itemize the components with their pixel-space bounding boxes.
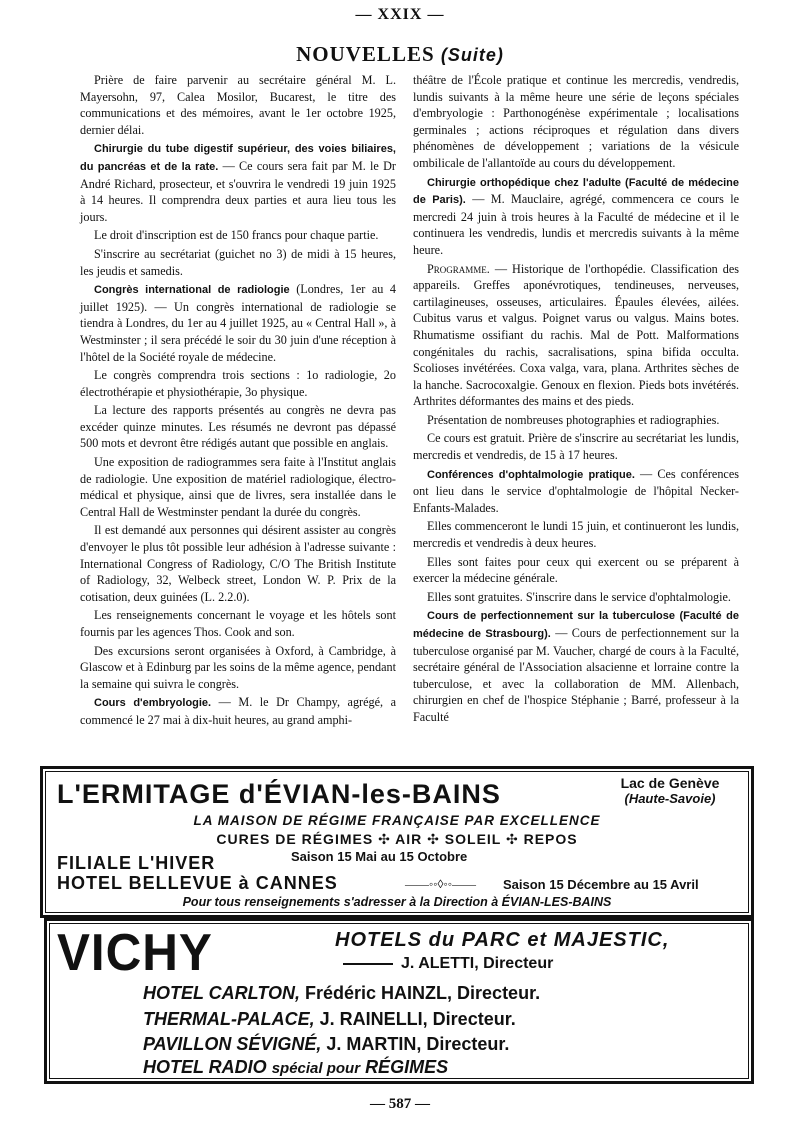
hotel-mid: spécial pour [271, 1060, 361, 1077]
paragraph: Il est demandé aux personnes qui désirent assister au congrès d'envoyer le plus tôt possible leur adhésion à l'adresse suivante : International Congress of Radiology, C/O The British Institute of Radiology, 32, Welbeck street, London W. P. Prix de la cotisation, deux guinées (L. 2.2.0). [80, 523, 396, 604]
paragraph: Le droit d'inscription est de 150 francs pour chaque partie. [94, 228, 379, 243]
ad-city: VICHY [57, 924, 213, 982]
ad-cures: CURES DE RÉGIMES ✣ AIR ✣ SOLEIL ✣ REPOS [216, 831, 578, 847]
paragraph: Les renseignements concernant le voyage et les hôtels sont fournis par les agences Thos. Cook and son. [80, 608, 396, 639]
section-title: Conférences d'ophtalmologie pratique. [427, 468, 635, 481]
paragraph: Le congrès comprendra trois sections : 1o radiologie, 2o électrothérapie et physiothérapie, 3o physique. [80, 368, 396, 399]
ad-hotel-cannes: HOTEL BELLEVUE à CANNES [57, 873, 338, 893]
director-text: Frédéric HAINZL, Directeur. [305, 983, 541, 1003]
hotel-name: HOTEL CARLTON, [143, 983, 300, 1003]
paragraph: La lecture des rapports présentés au congrès ne devra pas excéder quinze minutes. Les résumés ne devront pas dépassé 500 mots et devront être rédigés autant que possible en anglais. [80, 403, 396, 451]
paragraph: Présentation de nombreuses photographies et radiographies. [427, 412, 720, 427]
ad-filiale: FILIALE L'HIVER [57, 853, 216, 873]
director-text: J. ALETTI, Directeur [401, 955, 554, 972]
hotel-end: RÉGIMES [365, 1057, 449, 1077]
section-title: Chirurgie orthopédique chez l'adulte (Faculté de médecine de Paris). [413, 176, 739, 207]
ad-hotel-radio [143, 1057, 448, 1078]
section-title: Congrès international de radiologie [94, 284, 290, 297]
ad-director-aletti [335, 955, 553, 973]
title-suite: (Suite) [440, 45, 504, 65]
ad-ermitage-evian [40, 766, 754, 918]
paragraph [80, 281, 396, 365]
paragraph-text: — M. le Dr Champy, agrégé, a commencé le 27 mai à dix-huit heures, au grand amphi- [80, 695, 396, 727]
paragraph: S'inscrire au secrétariat (guichet no 3) de midi à 15 heures, les jeudis et samedis. [80, 246, 396, 278]
paragraph: Elles sont faites pour ceux qui exercent ou se préparent à exercer la médecine générale. [413, 554, 739, 586]
section-title: Cours de perfectionnement sur la tuberculose (Faculté de médecine de Strasbourg). [413, 610, 739, 640]
paragraph: Prière de faire parvenir au secrétaire général M. L. Mayersohn, 97, Calea Mosilor, Bucarest, le titre des communications et des mémoires, avant le 1er octobre 1925, dernier délai. [80, 73, 396, 137]
section-title: Cours d'embryologie. [94, 697, 212, 710]
paragraph-text: — Ce cours sera fait par M. le Dr André Richard, prosecteur, et s'ouvrira le vendredi 19 juin 1925 à 14 heures. Il comprendra deux parties et aura lieu tous les jours. [80, 158, 396, 224]
paragraph [413, 607, 739, 725]
ad-hotel-parc: HOTELS du PARC et MAJESTIC, [335, 929, 670, 951]
director-text: J. MARTIN, Directeur. [326, 1034, 510, 1054]
ad-title: L'ERMITAGE d'ÉVIAN-les-BAINS [57, 779, 501, 809]
rule-left [343, 963, 393, 965]
paragraph-text: — Ces conférences ont lieu dans le service d'ophtalmologie de l'hôpital Necker-Enfants-Malades. [413, 466, 739, 515]
paragraph [413, 174, 739, 259]
paragraph [413, 466, 739, 517]
ad-region: (Haute-Savoie) [624, 791, 716, 806]
paragraph: Une exposition de radiogrammes sera faite à l'Institut anglais de radiologie. Une exposition de matériel radiologique, électro-médical et physique, ainsi que de livres, sera installée dans le Central Hall de Westminster pendant la durée du congrès. [80, 455, 396, 519]
paragraph [80, 694, 396, 728]
hotel-name: PAVILLON SÉVIGNÉ, [143, 1034, 322, 1054]
paragraph-text: (Londres, 1er au 4 juillet 1925). — Un congrès international de radiologie se tiendra à Londres, du 1er au 4 juillet 1925, au « Central Hall », à Westminster ; il sera précédé le soir du 30 juin d'une réception à l'hôtel de la Société royale de médecine. [80, 282, 397, 364]
paragraph [413, 261, 739, 410]
director-text: J. RAINELLI, Directeur. [319, 1009, 516, 1029]
page-title [0, 42, 800, 67]
page-number: — 587 — [370, 1096, 430, 1112]
program-label: Programme. [427, 261, 490, 276]
paragraph: Elles commenceront le lundi 15 juin, et continueront les lundis, mercredis et vendredis à deux heures. [413, 519, 739, 551]
paragraph-text: — Historique de l'orthopédie. Classification des appareils. Greffes aponévrotiques, tendineuses, nerveuses, cartilagineuses, osseuses, articulaires. Épaules élevées, ailées. Cubitus varus et valgus. Poignet varus ou valgus. Mains botes. Rhumatisme ossifiant du rachis. Mal de Pott. Malformations congénitales du rachis, sacralisations, spina bifida occulta. Scolioses invétérées. Coxa valga, vara, plana. Arthrites sèches de la hanche. Sacrocoxalgie. Genoux en flexion. Pieds bots invétérés. Arthrites déformantes des mains et des pieds. [413, 261, 739, 409]
ad-hotel-carlton [143, 983, 540, 1004]
page-roman-number: — XXIX — [355, 6, 445, 23]
hotel-name: HOTEL RADIO [143, 1057, 267, 1077]
ad-saison-hiver: Saison 15 Décembre au 15 Avril [503, 877, 699, 892]
paragraph-text: — M. Mauclaire, agrégé, commencera ce cours le mercredi 24 juin à trois heures à la Faculté de médecine et il le continuera les vendredis, lundis et mercredis suivants à la même heure. [413, 192, 739, 257]
paragraph-text: — Cours de perfectionnement sur la tuberculose organisé par M. Vaucher, chargé de cours à la Faculté, secrétaire général de l'Association alsacienne et lorraine contre la tuberculose, et avec la collaboration de MM. Allenbach, chirurgien en chef de l'hospice Stéphanie ; Barré, professeur à la Faculté [413, 626, 740, 724]
ad-pavillon-sevigne [143, 1034, 509, 1055]
title-main: NOUVELLES [296, 42, 435, 66]
section-title: Chirurgie du tube digestif supérieur, des voies biliaires, du pancréas et de la rate. [80, 143, 396, 173]
ad-thermal-palace [143, 1009, 516, 1030]
ad-vichy-hotels [44, 918, 754, 1084]
ad-lake: Lac de Genève [620, 775, 720, 791]
ad-ornament: ——◦◦◊◦◦—— [405, 877, 476, 891]
paragraph: Ce cours est gratuit. Prière de s'inscrire au secrétariat les lundis, mercredis et vendredis, de 15 à 17 heures. [413, 431, 739, 463]
paragraph [80, 140, 396, 225]
paragraph: Des excursions seront organisées à Oxford, à Cambridge, à Glascow et à Edinburg par les soins de la même agence, pendant la semaine qui suivra le congrès. [80, 643, 396, 691]
ad-contact: Pour tous renseignements s'adresser à la Direction à ÉVIAN-LES-BAINS [182, 895, 612, 909]
right-column [413, 72, 739, 728]
ad-saison-ete: Saison 15 Mai au 15 Octobre [291, 849, 468, 864]
paragraph: théâtre de l'École pratique et continue les mercredis, vendredis, lundis suivants à la même heure une série de leçons spéciales d'embryologie : Parthonogénèse expérimentale ; localisations germinales ; actions réciproques et régulation dans divers phénomènes de développement ; variations de la vésicule ombilicale de l'allantoïde au cours du développement. [413, 73, 739, 170]
hotel-name: THERMAL-PALACE, [143, 1009, 315, 1029]
left-column [80, 72, 396, 731]
paragraph: Elles sont gratuites. S'inscrire dans le service d'ophtalmologie. [427, 589, 731, 604]
ad-tagline: LA MAISON DE RÉGIME FRANÇAISE PAR EXCELLENCE [193, 813, 601, 828]
